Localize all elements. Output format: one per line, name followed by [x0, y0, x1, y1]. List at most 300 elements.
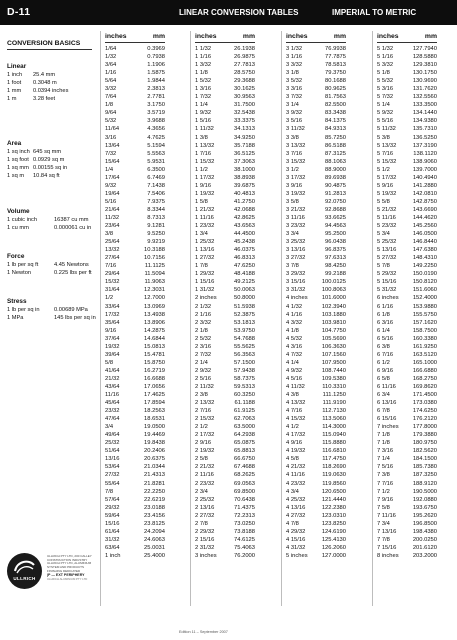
table-row	[195, 367, 255, 375]
mm-value: 77.7875	[325, 54, 346, 61]
mm-value: 23.0188	[144, 504, 165, 511]
mm-value: 18.2563	[144, 408, 165, 415]
table-row	[377, 391, 437, 399]
table-row	[286, 367, 346, 375]
table-row	[286, 480, 346, 488]
inch-value: 3/8	[105, 231, 114, 238]
table-row	[286, 439, 346, 447]
inch-value: 2 5/8	[195, 456, 208, 463]
inch-value: 4 15/16	[286, 536, 306, 543]
mm-value: 44.4500	[234, 231, 255, 238]
table-row	[195, 294, 255, 302]
table-row	[105, 447, 165, 455]
table-row	[377, 85, 437, 93]
inch-value: 3/64	[105, 62, 117, 69]
inch-value: 4 27/32	[286, 512, 306, 519]
basics-equivalent: 25.4 mm	[33, 72, 56, 78]
table-row	[105, 407, 165, 415]
mm-value: 32.5438	[234, 110, 255, 117]
mm-value: 30.9563	[234, 94, 255, 101]
table-row	[377, 206, 437, 214]
mm-value: 104.7750	[321, 327, 346, 334]
inch-value: 3 5/16	[286, 118, 303, 125]
table-row	[286, 69, 346, 77]
mm-value: 65.0875	[234, 440, 255, 447]
table-row	[105, 214, 165, 222]
mm-value: 179.3880	[412, 432, 437, 439]
mm-value: 63.5000	[234, 424, 255, 431]
mm-value: 57.1500	[234, 359, 255, 366]
inch-value: 5 3/8	[377, 134, 390, 141]
basics-row	[7, 87, 97, 95]
table-row	[195, 359, 255, 367]
table-row	[377, 327, 437, 335]
inch-value: 5 5/32	[377, 78, 394, 85]
inch-value: 5 29/32	[377, 271, 397, 278]
inch-value: 1 inch	[105, 552, 121, 559]
basics-unit: 1 m	[7, 96, 17, 103]
mm-value: 149.2250	[412, 263, 437, 270]
inch-value: 1 19/32	[195, 190, 215, 197]
inch-value: 4 13/16	[286, 504, 306, 511]
table-row	[286, 319, 346, 327]
table-row	[195, 61, 255, 69]
edition-footer: Edition 11 – September 2007	[179, 630, 228, 634]
table-row	[195, 214, 255, 222]
mm-value: 113.5060	[322, 416, 346, 423]
table-row	[377, 415, 437, 423]
inch-value: 15/32	[105, 279, 120, 286]
inch-value: 7/32	[105, 150, 117, 157]
table-row	[195, 488, 255, 496]
inch-value: 5 25/32	[377, 239, 397, 246]
mm-value: 54.7688	[234, 335, 255, 342]
inch-value: 2 31/32	[195, 544, 215, 551]
inch-value: 5 3/4	[377, 231, 390, 238]
table-row	[377, 222, 437, 230]
inch-value: 7 11/16	[377, 512, 396, 519]
mm-value: 106.3630	[321, 343, 346, 350]
inch-value: 7/8	[105, 488, 114, 495]
table-row	[286, 455, 346, 463]
mm-value: 19.4469	[144, 432, 165, 439]
mm-value: 151.6060	[412, 287, 437, 294]
inch-value: 1 15/16	[195, 279, 215, 286]
mm-value: 90.4875	[325, 182, 346, 189]
table-row	[105, 134, 165, 142]
inch-value: 1 1/32	[195, 46, 212, 52]
basics-equivalent: 3.28 feet	[33, 96, 56, 103]
mm-value: 119.8560	[322, 480, 346, 487]
mm-value: 153.9880	[412, 303, 437, 310]
table-row	[195, 190, 255, 198]
inch-value: 1 17/32	[195, 174, 215, 181]
basics-section	[7, 207, 97, 232]
basics-unit: 1 lb per sq ft	[7, 262, 39, 268]
table-row	[377, 383, 437, 391]
inch-value: 2 5/32	[195, 335, 212, 342]
table-row	[286, 359, 346, 367]
table-row	[377, 150, 437, 158]
table-row	[286, 142, 346, 150]
inch-value: 5 1/4	[377, 102, 390, 109]
table-row	[195, 520, 255, 528]
table-row	[377, 544, 437, 552]
table-row	[195, 206, 255, 214]
inch-value: 1/32	[105, 54, 117, 61]
mm-value: 168.2750	[412, 375, 437, 382]
inch-value: 3 1/16	[286, 54, 303, 61]
table-row	[377, 230, 437, 238]
mm-value: 21.8281	[144, 480, 165, 487]
inch-value: 4 29/32	[286, 528, 306, 535]
mm-value: 72.2313	[234, 512, 255, 519]
table-row	[377, 343, 437, 351]
mm-value: 23.8125	[144, 520, 165, 527]
mm-value: 7.1438	[147, 182, 165, 189]
table-row	[195, 174, 255, 182]
mm-header: mm	[424, 33, 437, 40]
inch-value: 2 9/16	[195, 440, 212, 447]
table-row	[286, 351, 346, 359]
inch-value: 6 1/4	[377, 327, 390, 334]
mm-value: 146.0500	[412, 231, 437, 238]
mm-value: 24.6063	[144, 536, 165, 543]
mm-value: 85.7250	[325, 134, 346, 141]
mm-header: mm	[152, 33, 165, 40]
mm-value: 127.0000	[321, 552, 346, 559]
table-row	[105, 471, 165, 479]
table-row	[105, 335, 165, 343]
mm-value: 182.5620	[412, 448, 437, 455]
mm-value: 123.8250	[321, 520, 346, 527]
mm-value: 119.0630	[322, 472, 346, 479]
mm-value: 83.3438	[325, 110, 346, 117]
table-row	[377, 158, 437, 166]
mm-value: 18.6531	[144, 416, 165, 423]
table-row	[286, 222, 346, 230]
column-divider	[190, 31, 191, 606]
table-row	[377, 335, 437, 343]
inch-value: 11/16	[105, 392, 120, 399]
table-row	[105, 142, 165, 150]
logo-line: ULLRICH PTY LTD, 200 CALLEY	[47, 554, 92, 558]
basics-section	[7, 62, 97, 103]
logo-swirl-icon	[12, 557, 37, 577]
inch-value: 6 11/16	[377, 383, 396, 390]
table-row	[286, 335, 346, 343]
table-row	[195, 125, 255, 133]
table-row	[286, 303, 346, 311]
table-row	[105, 174, 165, 182]
mm-value: 60.3250	[234, 392, 255, 399]
table-row	[195, 463, 255, 471]
table-row	[105, 496, 165, 504]
inch-value: 7/16	[105, 263, 117, 270]
inch-value: 4 3/16	[286, 343, 303, 350]
mm-value: 74.6125	[234, 536, 255, 543]
mm-value: 30.1625	[234, 86, 255, 93]
inch-value: 61/64	[105, 528, 120, 535]
table-row	[377, 69, 437, 77]
table-row	[195, 423, 255, 431]
mm-value: 98.4250	[325, 263, 346, 270]
mm-value: 29.3688	[234, 78, 255, 85]
mm-value: 61.1188	[234, 400, 255, 407]
mm-value: 45.2438	[234, 239, 255, 246]
mm-value: 25.4000	[144, 552, 165, 559]
mm-value: 65.8813	[234, 448, 255, 455]
mm-value: 174.6250	[412, 408, 437, 415]
section-code: D-11	[7, 6, 31, 18]
mm-value: 9.5250	[147, 231, 165, 238]
table-row	[105, 125, 165, 133]
basics-unit: 1 cu mm	[7, 225, 29, 232]
table-row	[286, 230, 346, 238]
mm-value: 101.6000	[321, 295, 346, 302]
inch-value: 1 27/32	[195, 255, 215, 262]
mm-value: 31.7500	[234, 102, 255, 109]
inch-value: 3 21/32	[286, 206, 306, 213]
mm-value: 201.6120	[412, 544, 437, 551]
inch-value: 9/16	[105, 327, 117, 334]
table-row	[377, 246, 437, 254]
table-row	[195, 142, 255, 150]
inch-value: 2 1/4	[195, 359, 208, 366]
inch-value: 3 3/8	[286, 134, 299, 141]
mm-value: 20.2406	[144, 448, 165, 455]
mm-value: 21.4313	[144, 472, 165, 479]
inch-value: 4 7/16	[286, 408, 303, 415]
table-row	[195, 407, 255, 415]
mm-value: 15.4781	[144, 351, 165, 358]
inch-value: 1 13/16	[195, 247, 215, 254]
inch-value: 3 9/32	[286, 110, 303, 117]
table-row	[195, 53, 255, 61]
table-row	[105, 222, 165, 230]
inch-value: 4 13/32	[286, 400, 306, 407]
table-row	[377, 61, 437, 69]
inch-value: 9/32	[105, 182, 117, 189]
inch-value: 2 19/32	[195, 448, 215, 455]
inch-value: 3 13/32	[286, 142, 306, 149]
basics-unit: 1 sq inch	[7, 149, 30, 155]
mm-value: 88.9000	[325, 166, 346, 173]
inch-value: 3 11/32	[286, 126, 305, 133]
mm-value: 187.3250	[412, 472, 437, 479]
table-row	[105, 399, 165, 407]
mm-value: 10.3188	[144, 247, 165, 254]
table-row	[195, 327, 255, 335]
mm-value: 38.8938	[234, 174, 255, 181]
table-row	[377, 278, 437, 286]
column-header	[105, 31, 165, 43]
table-row	[286, 85, 346, 93]
mm-value: 176.2120	[412, 416, 437, 423]
table-row	[105, 166, 165, 174]
logo-caption	[47, 555, 101, 582]
mm-value: 62.7063	[234, 416, 255, 423]
table-row	[286, 528, 346, 536]
mm-value: 97.6313	[325, 255, 346, 262]
inch-value: 1 7/16	[195, 150, 212, 157]
inch-value: 5/8	[105, 359, 114, 366]
mm-value: 17.8594	[144, 400, 165, 407]
inch-value: 2 inches	[195, 295, 217, 302]
inch-value: 3 27/32	[286, 255, 306, 262]
mm-value: 22.2250	[144, 488, 165, 495]
mm-value: 185.7380	[412, 464, 437, 471]
column-header	[377, 31, 437, 43]
inch-value: 35/64	[105, 319, 120, 326]
table-row	[195, 150, 255, 158]
mm-value: 2.3813	[147, 86, 165, 93]
mm-value: 34.9250	[234, 134, 255, 141]
table-row	[377, 134, 437, 142]
inch-value: 2 21/32	[195, 464, 215, 471]
inch-value: 3 29/32	[286, 271, 306, 278]
table-row	[105, 375, 165, 383]
logo-brand-text: ULLRICH	[13, 576, 36, 581]
table-row	[286, 544, 346, 552]
mm-value: 69.8500	[234, 488, 255, 495]
mm-value: 69.0563	[234, 480, 255, 487]
inch-value: 57/64	[105, 496, 120, 503]
table-row	[195, 158, 255, 166]
table-row	[195, 504, 255, 512]
table-row	[286, 447, 346, 455]
inch-value: 7 1/8	[377, 440, 390, 447]
mm-value: 13.0969	[144, 303, 165, 310]
inch-value: 7/64	[105, 94, 117, 101]
mm-value: 27.7813	[234, 62, 255, 69]
inch-value: 1 7/8	[195, 263, 208, 270]
table-row	[377, 303, 437, 311]
inch-value: 5 11/16	[377, 214, 396, 221]
inch-value: 9/64	[105, 110, 117, 117]
mm-value: 14.6844	[144, 335, 165, 342]
basics-section	[7, 252, 97, 277]
table-row	[195, 552, 255, 560]
inch-value: 59/64	[105, 512, 120, 519]
mm-value: 76.2000	[234, 552, 255, 559]
basics-unit: 1 foot	[7, 80, 22, 87]
table-row	[286, 45, 346, 53]
inch-value: 15/64	[105, 158, 120, 165]
table-row	[195, 319, 255, 327]
mm-value: 115.0940	[322, 432, 346, 439]
table-row	[105, 109, 165, 117]
table-row	[105, 286, 165, 294]
table-row	[377, 552, 437, 560]
mm-value: 143.6690	[412, 206, 437, 213]
table-row	[377, 471, 437, 479]
inch-value: 4 9/16	[286, 440, 303, 447]
column-header	[286, 31, 346, 43]
mm-value: 12.7000	[144, 295, 165, 302]
inch-value: 2 7/16	[195, 408, 212, 415]
inch-value: 7 1/8	[377, 432, 390, 439]
table-row	[286, 520, 346, 528]
inch-value: 2 13/16	[195, 504, 215, 511]
table-row	[286, 246, 346, 254]
mm-value: 49.2125	[234, 279, 255, 286]
page-title: LINEAR CONVERSION TABLES	[179, 8, 299, 17]
table-row	[377, 166, 437, 174]
table-row	[105, 552, 165, 560]
basics-unit: 1 sq mm	[7, 165, 29, 172]
mm-value: 16.2719	[144, 367, 165, 374]
mm-value: 64.2938	[234, 432, 255, 439]
table-row	[286, 391, 346, 399]
table-row	[377, 109, 437, 117]
mm-value: 160.3380	[412, 335, 437, 342]
mm-value: 171.4500	[412, 392, 437, 399]
mm-value: 193.6750	[412, 504, 437, 511]
mm-value: 134.9380	[412, 118, 437, 125]
table-row	[195, 431, 255, 439]
mm-value: 196.8500	[412, 520, 437, 527]
table-row	[377, 190, 437, 198]
mm-value: 11.1125	[144, 263, 165, 270]
table-row	[105, 311, 165, 319]
mm-value: 73.0250	[234, 520, 255, 527]
mm-value: 111.9190	[322, 400, 346, 407]
basics-section-heading: Volume	[7, 208, 30, 215]
mm-header: mm	[333, 33, 346, 40]
table-row	[105, 158, 165, 166]
mm-value: 161.9250	[412, 343, 437, 350]
mm-value: 3.9688	[147, 118, 165, 125]
table-row	[105, 238, 165, 246]
inch-value: 3 17/32	[286, 174, 306, 181]
mm-value: 40.4813	[234, 190, 255, 197]
mm-value: 5.9531	[147, 158, 165, 165]
mm-value: 157.1620	[412, 319, 437, 326]
inch-value: 5 inches	[286, 552, 308, 559]
inch-value: 3 3/16	[286, 86, 303, 93]
mm-value: 39.6875	[234, 182, 255, 189]
inch-value: 7 inches	[377, 424, 399, 431]
mm-value: 4.3656	[147, 126, 165, 133]
inch-value: 5 1/2	[377, 166, 390, 173]
mm-value: 10.7156	[144, 255, 165, 262]
mm-value: 103.9810	[321, 319, 346, 326]
table-row	[286, 294, 346, 302]
inch-value: 5 3/16	[377, 86, 394, 93]
inch-value: 27/32	[105, 472, 120, 479]
mm-value: 108.7440	[321, 367, 346, 374]
mm-value: 109.5380	[321, 375, 346, 382]
inch-value: 45/64	[105, 400, 120, 407]
table-row	[286, 158, 346, 166]
table-row	[377, 431, 437, 439]
table-row	[105, 327, 165, 335]
table-row	[195, 270, 255, 278]
basics-unit: 1 sq m	[7, 173, 25, 180]
mm-value: 6.7469	[147, 174, 165, 181]
basics-equivalent: 0.225 lbs per ft	[54, 270, 92, 277]
column-divider	[100, 31, 101, 606]
basics-unit: 1 Newton	[7, 270, 32, 277]
mm-value: 129.3810	[412, 62, 437, 69]
basics-equivalent: 10.84 sq ft	[33, 173, 60, 180]
table-row	[195, 109, 255, 117]
inch-value: 6 13/16	[377, 400, 397, 407]
table-row	[105, 383, 165, 391]
mm-value: 96.0438	[325, 239, 346, 246]
table-row	[195, 536, 255, 544]
